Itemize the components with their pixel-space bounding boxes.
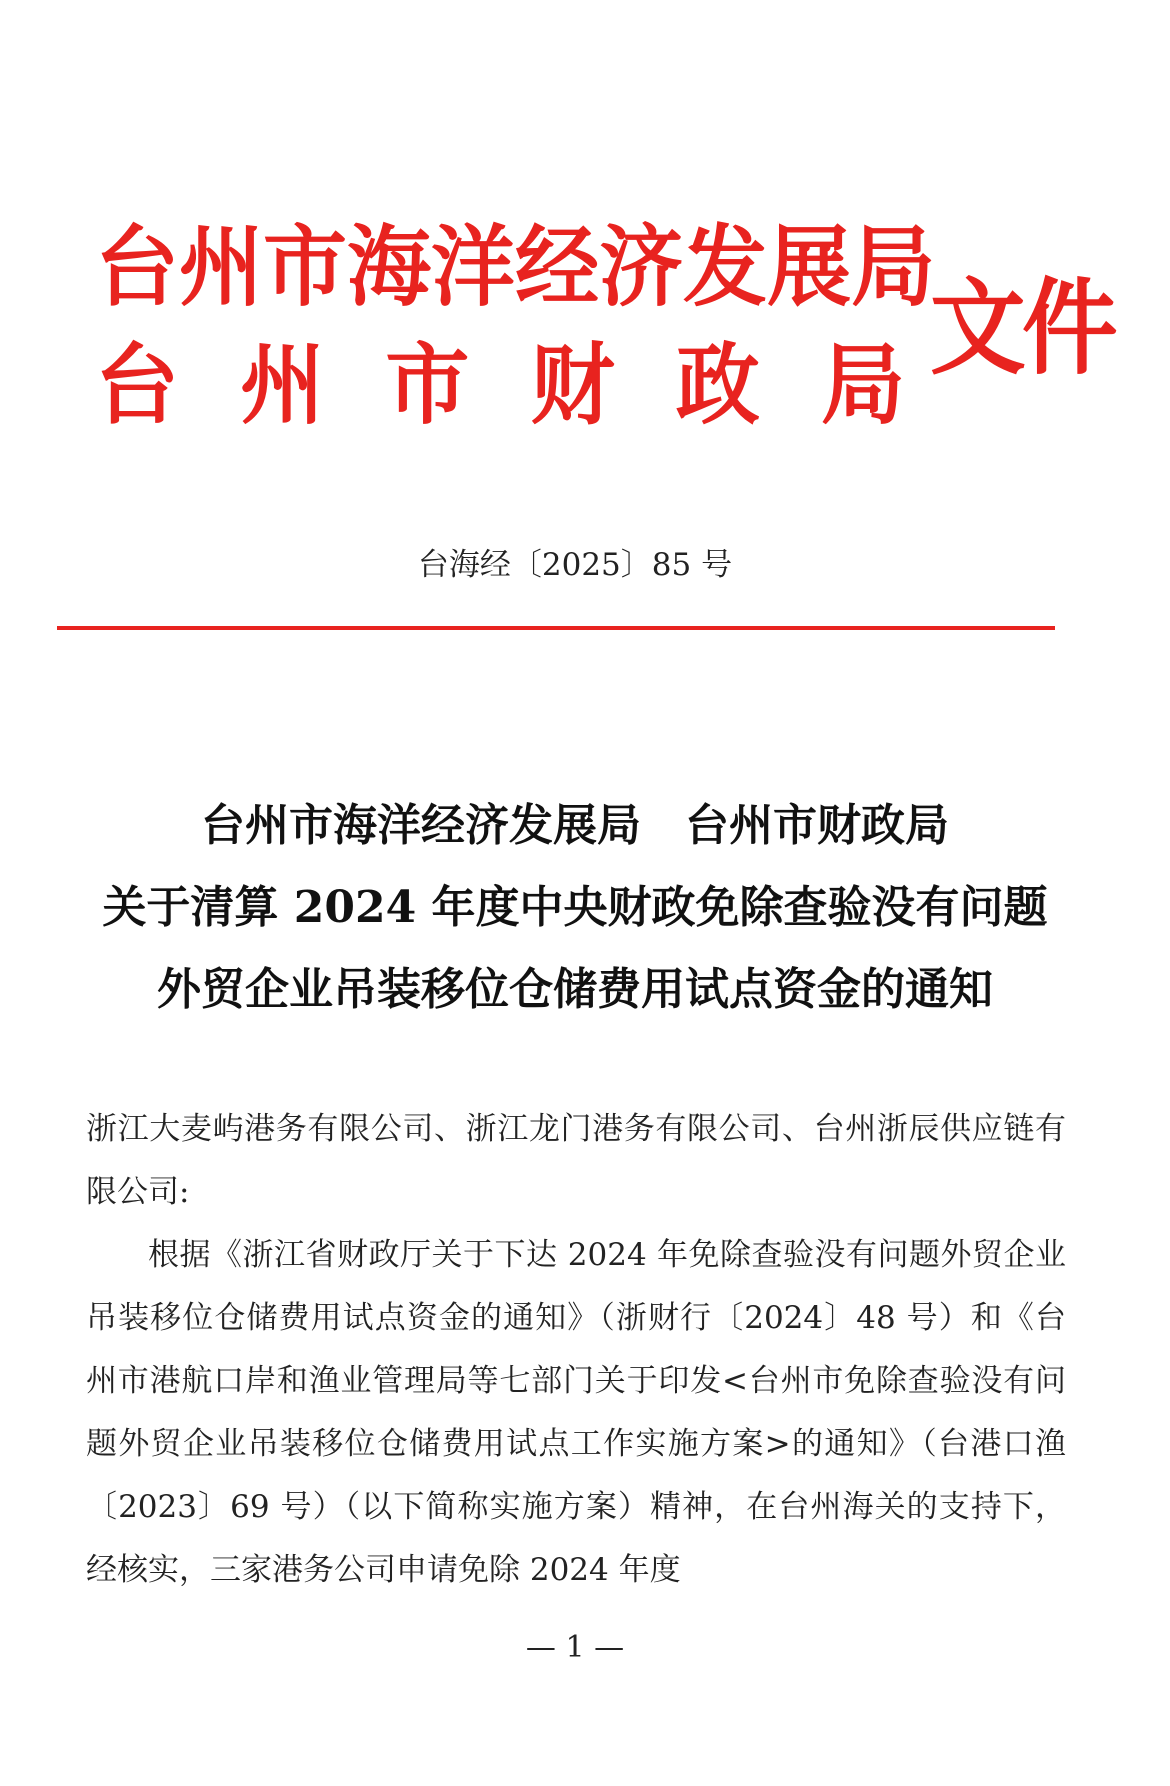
issuer-char: 台: [95, 332, 180, 437]
issuer-char: 台: [95, 214, 180, 319]
issuer-char: 市: [263, 214, 348, 319]
issuer-char: 海: [347, 214, 432, 319]
issuer-char: 市: [385, 332, 470, 437]
title-line: 关于清算 2024 年度中央财政免除查验没有问题: [102, 882, 1048, 933]
issuer-char: 发: [683, 214, 768, 319]
document-number: 台海经〔2025〕85 号: [417, 547, 733, 583]
body-paragraph: 根据《浙江省财政厅关于下达 2024 年免除查验没有问题外贸企业吊装移位仓储费用试点资金的通知》（浙财行〔2024〕48 号）和《台州市港航口岸和渔业管理局等七部门关于印发<台州市免除查验没有问题外贸企业吊装移位仓储费用试点工作实施方案>的通知》（台港口渔〔2023〕69 号）（以下简称实施方案）精神，在台州海关的支持下，经核实，三家港务公司申请免除 2024 年度: [86, 1237, 1066, 1588]
issuer-char: 经: [515, 214, 600, 319]
issuer-char: 局: [851, 214, 936, 319]
title-line: 台州市海洋经济发展局 台州市财政局: [201, 800, 949, 851]
issuer-char: 州: [240, 332, 325, 437]
addressee: 浙江大麦屿港务有限公司、浙江龙门港务有限公司、台州浙辰供应链有限公司:: [86, 1111, 1066, 1210]
page-number: — 1 —: [525, 1630, 625, 1665]
issuer-line-finance-bureau: [95, 330, 905, 440]
issuer-line-marine-economy-bureau: [95, 212, 936, 322]
issuer-char: 政: [675, 332, 760, 437]
issuer-char: 展: [767, 214, 852, 319]
issuer-char: 局: [820, 332, 905, 437]
issuer-char: 济: [599, 214, 684, 319]
document-suffix: 文件: [930, 266, 1115, 389]
issuer-char: 财: [530, 332, 615, 437]
issuer-char: 洋: [431, 214, 516, 319]
issuer-char: 州: [179, 214, 264, 319]
red-divider: [57, 626, 1055, 630]
title-line: 外贸企业吊装移位仓储费用试点资金的通知: [157, 964, 993, 1015]
